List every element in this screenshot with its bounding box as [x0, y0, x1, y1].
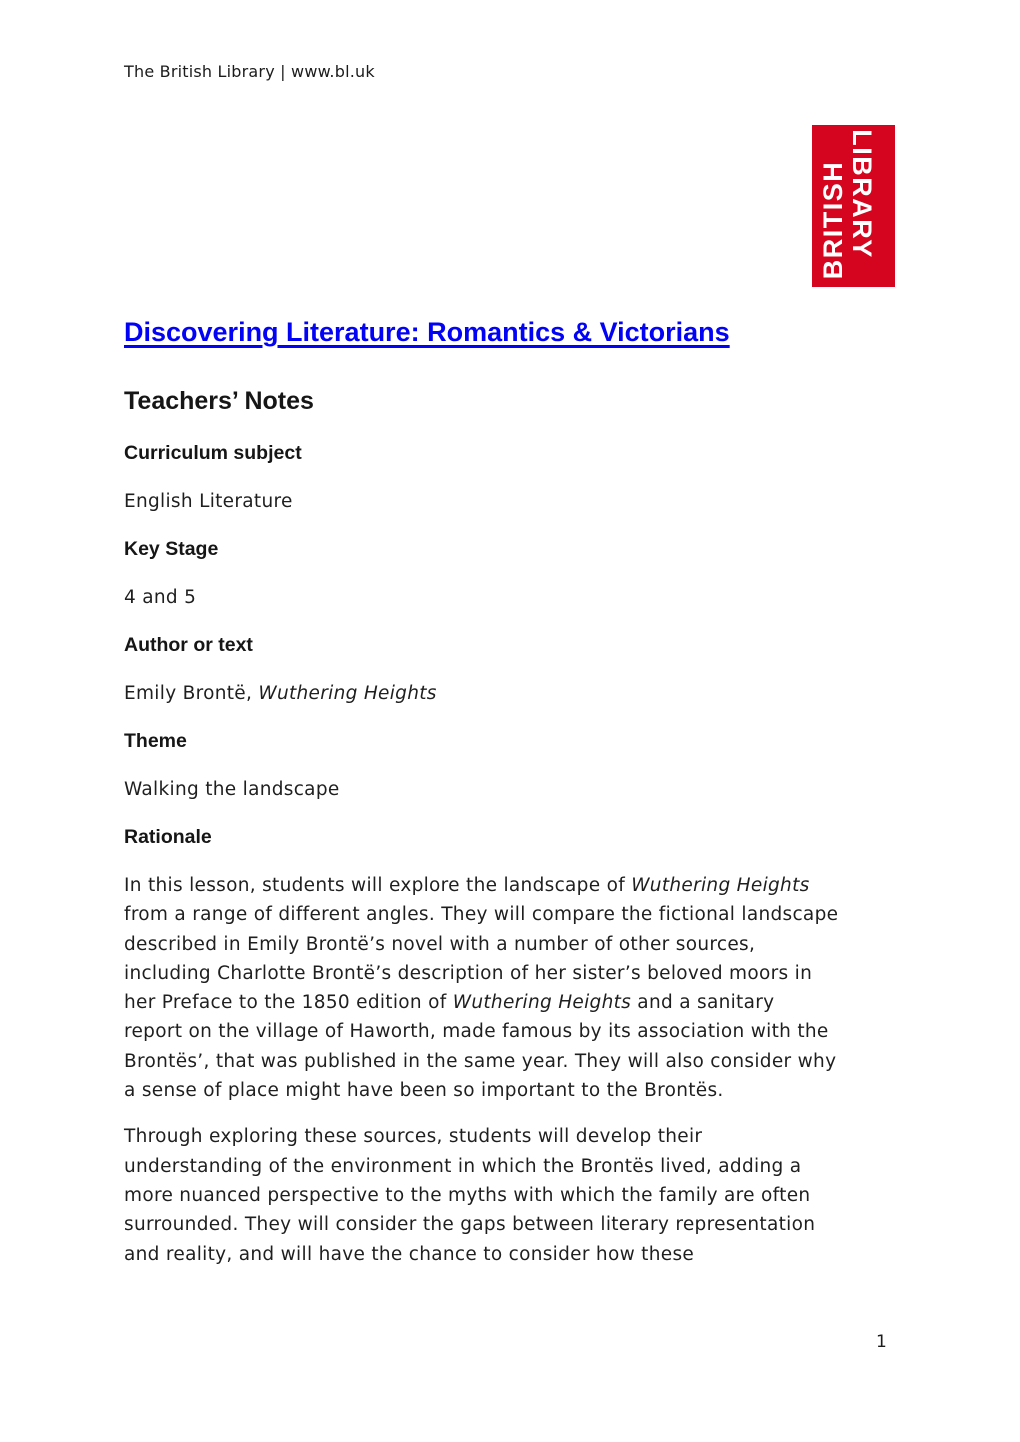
text-segment: including Charlotte Brontë’s description of her sister’s beloved moors in: [124, 962, 813, 984]
paragraph-line: [124, 1152, 910, 1181]
rationale-paragraphs: [124, 871, 910, 1269]
paragraph-line: [124, 1210, 910, 1239]
italic-text: Wuthering Heights: [631, 875, 810, 896]
paragraph-line: [124, 930, 910, 959]
text-segment: Brontës’, that was published in the same year. They will also consider why: [124, 1050, 837, 1072]
text-segment: In this lesson, students will explore the landscape of: [124, 875, 632, 896]
text-segment: from a range of different angles. They will compare the fictional landscape: [124, 904, 839, 926]
title-link[interactable]: Discovering Literature: Romantics & Victorians: [124, 317, 730, 347]
paragraph-line: [124, 1047, 910, 1076]
field-label: Theme: [124, 730, 187, 752]
text-segment: understanding of the environment in which the Brontës lived, adding a: [124, 1155, 802, 1177]
text-segment: her Preface to the 1850 edition of: [124, 992, 453, 1014]
rationale-section: [124, 823, 910, 1269]
rationale-heading: Rationale: [124, 826, 212, 848]
body-paragraph: [124, 871, 910, 1105]
italic-text: Wuthering Heights: [452, 992, 632, 1014]
paragraph-line: [124, 1240, 910, 1269]
paragraph-line: [124, 900, 910, 929]
page-number: 1: [876, 1332, 887, 1352]
text-segment: and a sanitary: [631, 992, 775, 1014]
paragraph-line: [124, 959, 910, 988]
field-label: Author or text: [124, 634, 253, 656]
text-segment: a sense of place might have been so important to the Brontës.: [124, 1080, 724, 1102]
text-segment: more nuanced perspective to the myths with which the family are often: [124, 1184, 811, 1206]
field-value: [124, 583, 910, 612]
field-value: [124, 487, 910, 516]
text-segment: surrounded. They will consider the gaps between literary representation: [124, 1214, 816, 1236]
paragraph-line: [124, 1181, 910, 1210]
text-segment: report on the village of Haworth, made famous by its association with the: [124, 1021, 829, 1043]
paragraph-line: [124, 871, 910, 900]
text-segment: English Literature: [124, 491, 293, 512]
document-header: The British Library | www.bl.uk: [124, 62, 375, 81]
paragraph-line: [124, 988, 910, 1017]
paragraph-line: [124, 1017, 910, 1046]
text-segment: and reality, and will have the chance to consider how these: [124, 1243, 695, 1265]
page-title: Teachers’ Notes: [124, 387, 314, 415]
field-list: [124, 439, 910, 804]
british-library-logo: [812, 125, 895, 287]
text-segment: Through exploring these sources, students will develop their: [124, 1126, 703, 1148]
italic-text: Wuthering Heights: [258, 683, 437, 704]
field-value: [124, 775, 910, 804]
field-label: Curriculum subject: [124, 442, 302, 464]
logo-text-british: BRITISH: [818, 160, 848, 280]
field-label: Key Stage: [124, 538, 219, 560]
text-segment: described in Emily Brontë’s novel with a number of other sources,: [124, 933, 756, 955]
text-segment: Walking the landscape: [124, 779, 340, 800]
logo-text-library: LIBRARY: [847, 129, 877, 259]
field-value: [124, 679, 910, 708]
body-paragraph: [124, 1122, 910, 1268]
text-segment: Emily Brontë,: [124, 683, 259, 704]
paragraph-line: [124, 1122, 910, 1151]
paragraph-line: [124, 1076, 910, 1105]
text-segment: 4 and 5: [124, 587, 197, 608]
